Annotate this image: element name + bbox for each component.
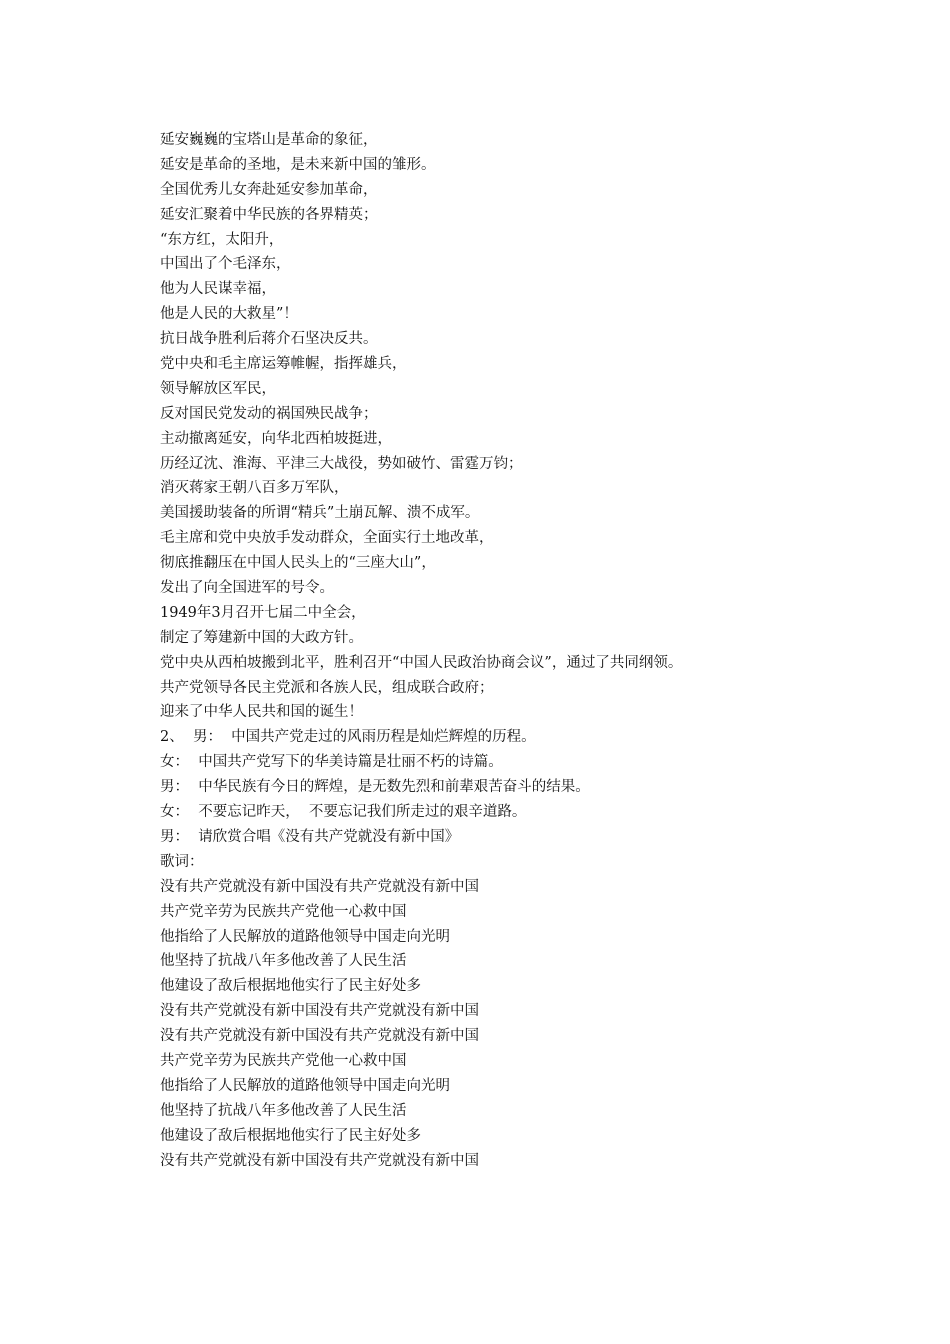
- text-line: 他为人民谋幸福，: [160, 281, 276, 298]
- document-body: [160, 128, 900, 1173]
- text-line: 共产党领导各民主党派和各族人民，组成联合政府；: [160, 679, 494, 696]
- text-line: 抗日战争胜利后蒋介石坚决反共。: [160, 331, 378, 348]
- text-line: 全国优秀儿女奔赴延安参加革命，: [160, 181, 378, 198]
- text-line: 迎来了中华人民共和国的诞生！: [160, 704, 363, 721]
- text-line: 反对国民党发动的祸国殃民战争；: [160, 405, 378, 422]
- text-line: 他是人民的大救星”！: [160, 306, 298, 323]
- dialogue-line: 男： 中华民族有今日的辉煌，是无数先烈和前辈艰苦奋斗的结果。: [160, 779, 590, 796]
- dialogue-line: 女： 中国共产党写下的华美诗篇是壮丽不朽的诗篇。: [160, 754, 503, 771]
- lyrics-line: 他指给了人民解放的道路他领导中国走向光明: [160, 928, 450, 945]
- text-line: “东方红，太阳升，: [160, 231, 284, 248]
- text-line: 制定了筹建新中国的大政方针。: [160, 629, 363, 646]
- lyrics-line: 他坚持了抗战八年多他改善了人民生活: [160, 953, 407, 970]
- text-line: 党中央和毛主席运筹帷幄，指挥雄兵，: [160, 356, 407, 373]
- lyrics-line: 他指给了人民解放的道路他领导中国走向光明: [160, 1077, 450, 1094]
- text-line: 延安汇聚着中华民族的各界精英；: [160, 206, 378, 223]
- lyrics-heading: 歌词：: [160, 853, 204, 870]
- text-line: 美国援助装备的所谓“精兵”土崩瓦解、溃不成军。: [160, 505, 480, 522]
- text-line: 领导解放区军民，: [160, 380, 276, 397]
- lyrics-line: 共产党辛劳为民族共产党他一心救中国: [160, 903, 407, 920]
- lyrics-line: 没有共产党就没有新中国没有共产党就没有新中国: [160, 1028, 479, 1045]
- text-line: 主动撤离延安，向华北西柏坡挺进，: [160, 430, 392, 447]
- text-line: 延安巍巍的宝塔山是革命的象征，: [160, 132, 378, 148]
- lyrics-line: 没有共产党就没有新中国没有共产党就没有新中国: [160, 878, 479, 895]
- text-line: 消灭蒋家王朝八百多万军队，: [160, 480, 349, 497]
- dialogue-line: 男： 请欣赏合唱《没有共产党就没有新中国》: [160, 828, 460, 845]
- text-line: 1949年3月召开七届二中全会，: [160, 604, 366, 621]
- lyrics-line: 他建设了敌后根据地他实行了民主好处多: [160, 1127, 421, 1144]
- text-line: 党中央从西柏坡搬到北平，胜利召开“中国人民政治协商会议”，通过了共同纲领。: [160, 654, 683, 671]
- lyrics-line: 他建设了敌后根据地他实行了民主好处多: [160, 978, 421, 995]
- lyrics-line: 没有共产党就没有新中国没有共产党就没有新中国: [160, 1152, 479, 1169]
- text-line: 延安是革命的圣地，是未来新中国的雏形。: [160, 156, 436, 173]
- text-line: 毛主席和党中央放手发动群众，全面实行土地改革，: [160, 530, 494, 547]
- lyrics-line: 他坚持了抗战八年多他改善了人民生活: [160, 1102, 407, 1119]
- lyrics-line: 共产党辛劳为民族共产党他一心救中国: [160, 1052, 407, 1069]
- text-line: 中国出了个毛泽东，: [160, 256, 291, 273]
- text-line: 发出了向全国进军的号令。: [160, 580, 334, 597]
- lyrics-line: 没有共产党就没有新中国没有共产党就没有新中国: [160, 1003, 479, 1020]
- text-line: 彻底推翻压在中国人民头上的“三座大山”，: [160, 555, 436, 572]
- dialogue-line: 女： 不要忘记昨天， 不要忘记我们所走过的艰辛道路。: [160, 804, 527, 821]
- text-line: 历经辽沈、淮海、平津三大战役，势如破竹、雷霆万钧；: [160, 455, 523, 472]
- dialogue-line: 2、 男： 中国共产党走过的风雨历程是灿烂辉煌的历程。: [160, 729, 536, 746]
